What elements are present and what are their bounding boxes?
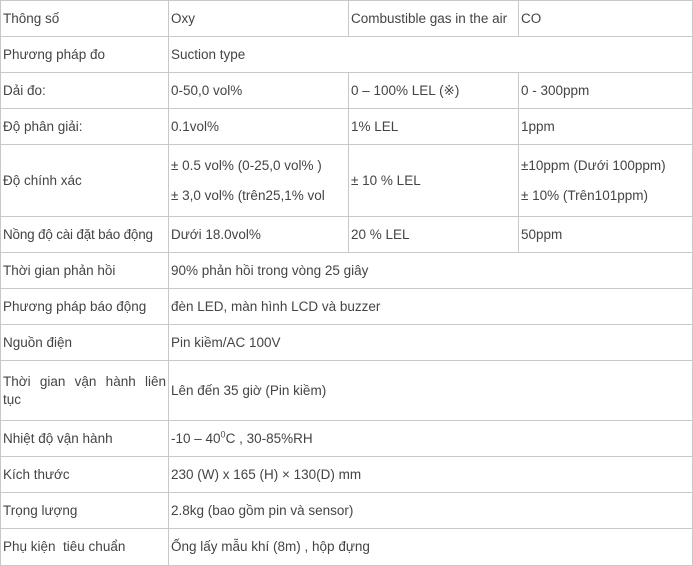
accuracy-co-spacer <box>521 175 690 187</box>
operation-time-value: Lên đến 35 giờ (Pin kiềm) <box>169 361 693 421</box>
accessories-value: Ống lấy mẫu khí (8m) , hộp đựng <box>169 529 693 566</box>
table-row-response-time <box>1 253 693 289</box>
range-oxy: 0-50,0 vol% <box>169 73 349 109</box>
table-row-resolution <box>1 109 693 145</box>
header-combustible: Combustible gas in the air <box>349 1 519 37</box>
resolution-co: 1ppm <box>519 109 693 145</box>
resolution-combustible: 1% LEL <box>349 109 519 145</box>
range-co: 0 - 300ppm <box>519 73 693 109</box>
degree-superscript: 0 <box>220 429 226 439</box>
accuracy-combustible: ± 10 % LEL <box>349 145 519 217</box>
accuracy-co-line1: ±10ppm (Dưới 100ppm) <box>521 157 666 173</box>
method-label: Phương pháp đo <box>1 37 169 73</box>
alarm-setting-label: Nồng độ cài đặt báo động <box>1 217 169 253</box>
alarm-method-label: Phương pháp báo động <box>1 289 169 325</box>
resolution-oxy: 0.1vol% <box>169 109 349 145</box>
alarm-setting-combustible: 20 % LEL <box>349 217 519 253</box>
weight-label: Trọng lượng <box>1 493 169 529</box>
accuracy-co-line2: ± 10% (Trên101ppm) <box>521 187 648 203</box>
header-oxy: Oxy <box>169 1 349 37</box>
accuracy-label: Độ chính xác <box>1 145 169 217</box>
table-row-dimensions <box>1 457 693 493</box>
operating-temp-suffix: C , 30-85%RH <box>225 430 313 446</box>
range-combustible: 0 – 100% LEL (※) <box>349 73 519 109</box>
table-row-power <box>1 325 693 361</box>
resolution-label: Độ phân giải: <box>1 109 169 145</box>
range-label: Dải đo: <box>1 73 169 109</box>
power-value: Pin kiềm/AC 100V <box>169 325 693 361</box>
operation-time-label-line2: tục <box>3 391 22 407</box>
table-row-range <box>1 73 693 109</box>
accuracy-oxy-spacer <box>171 175 346 187</box>
dimensions-value: 230 (W) x 165 (H) × 130(D) mm <box>169 457 693 493</box>
operating-temp-prefix: -10 – 40 <box>171 430 221 446</box>
accessories-label: Phụ kiện tiêu chuẩn <box>1 529 169 566</box>
table-row-accuracy <box>1 145 693 217</box>
alarm-setting-co: 50ppm <box>519 217 693 253</box>
table-row-accessories <box>1 529 693 566</box>
operation-time-label-line1: Thời gian vận hành liên <box>3 373 166 389</box>
accuracy-co <box>519 145 693 217</box>
table-row-alarm-method <box>1 289 693 325</box>
power-label: Nguồn điện <box>1 325 169 361</box>
header-label: Thông số <box>1 1 169 37</box>
weight-value: 2.8kg (bao gồm pin và sensor) <box>169 493 693 529</box>
table-row-operation-time <box>1 361 693 421</box>
method-value: Suction type <box>169 37 693 73</box>
operating-temp-label: Nhiệt độ vận hành <box>1 421 169 457</box>
accuracy-oxy-line1: ± 0.5 vol% (0-25,0 vol% ) <box>171 157 322 173</box>
response-time-label: Thời gian phản hồi <box>1 253 169 289</box>
table-row-alarm-setting <box>1 217 693 253</box>
table-row-method <box>1 37 693 73</box>
alarm-setting-oxy: Dưới 18.0vol% <box>169 217 349 253</box>
table-row-operating-temp <box>1 421 693 457</box>
header-co: CO <box>519 1 693 37</box>
table-row-weight <box>1 493 693 529</box>
dimensions-label: Kích thước <box>1 457 169 493</box>
accuracy-oxy <box>169 145 349 217</box>
operation-time-label <box>1 361 169 421</box>
accuracy-oxy-line2: ± 3,0 vol% (trên25,1% vol <box>171 187 325 203</box>
operating-temp-value <box>169 421 693 457</box>
table-row-header <box>1 1 693 37</box>
response-time-value: 90% phản hồi trong vòng 25 giây <box>169 253 693 289</box>
alarm-method-value: đèn LED, màn hình LCD và buzzer <box>169 289 693 325</box>
